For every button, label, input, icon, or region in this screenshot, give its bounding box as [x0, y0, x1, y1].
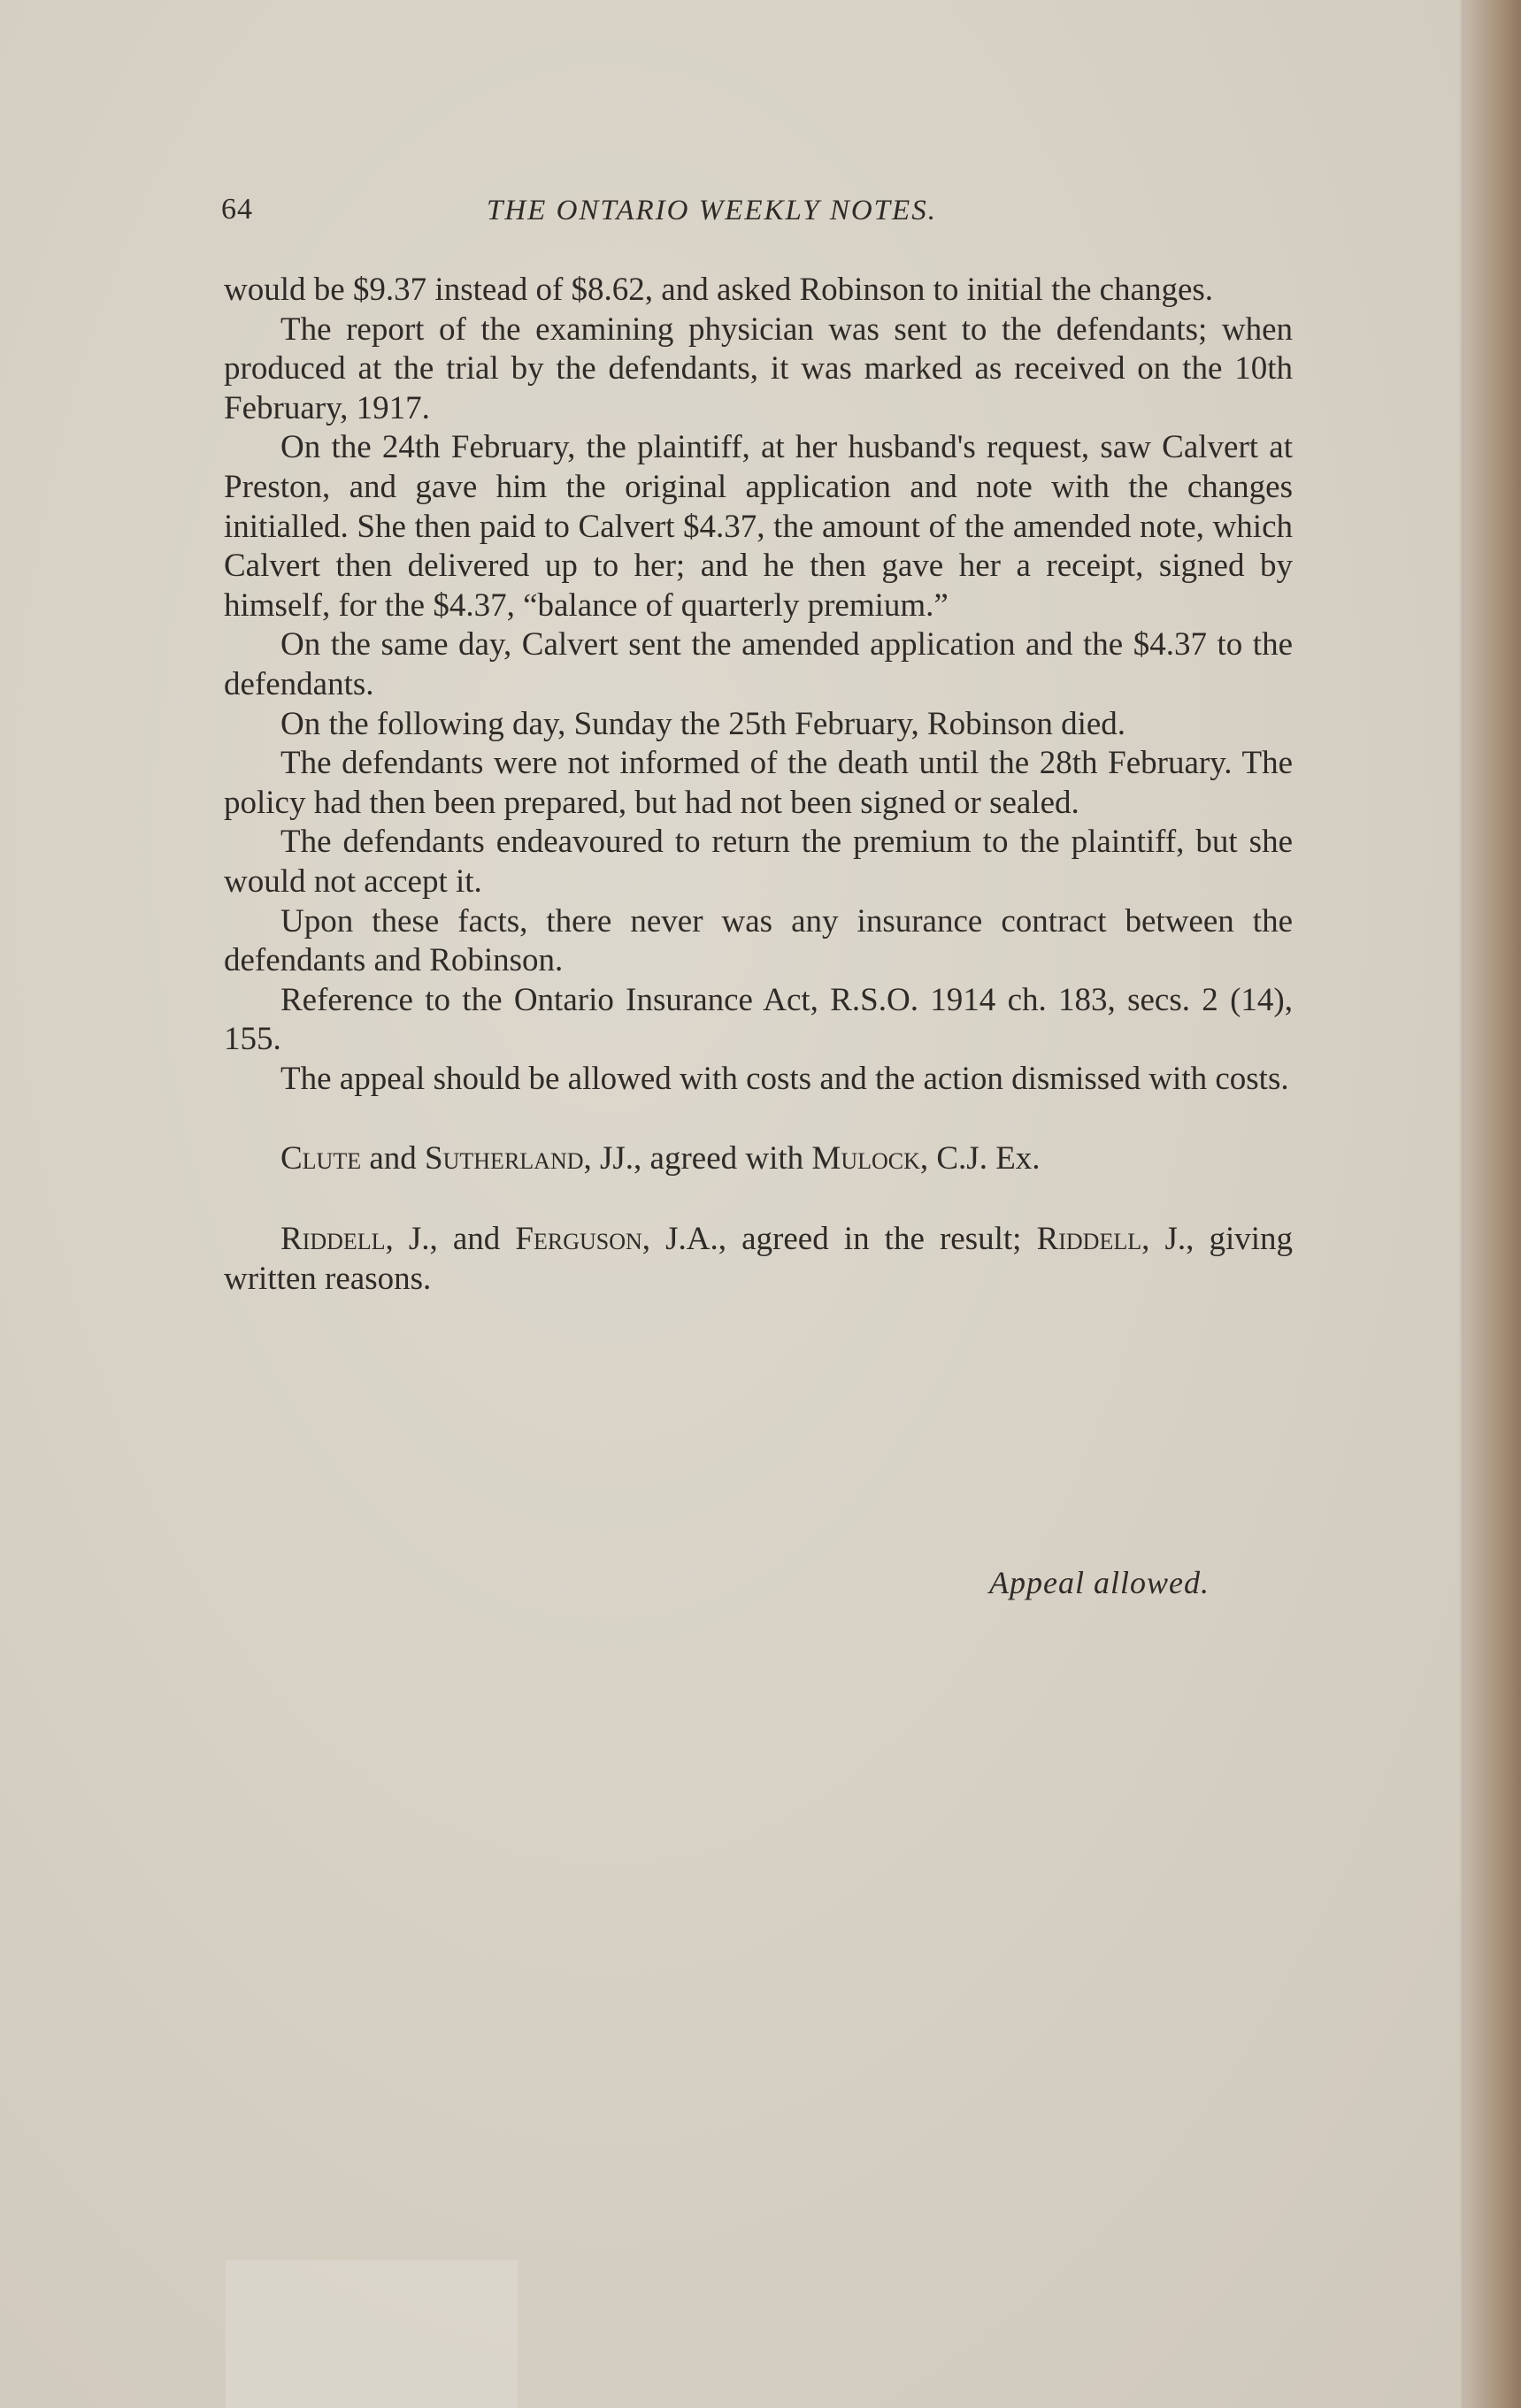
- paragraph-return-premium: The defendants endeavoured to return the premium to the plaintiff, but she would not accept it.: [224, 824, 1293, 900]
- judge-name-riddell: Riddell: [1036, 1221, 1142, 1258]
- page-edge-line: [1459, 0, 1464, 2408]
- paper-smudge: [226, 2260, 518, 2408]
- page-number: 64: [221, 193, 253, 226]
- paragraph-no-contract: Upon these facts, there never was any insurance contract between the defendants and Robinson.: [224, 902, 1293, 979]
- judge-name-riddell: Riddell: [280, 1221, 386, 1258]
- judge-name-mulock: Mulock: [811, 1140, 920, 1177]
- concurrence-text: , J., and: [385, 1221, 516, 1258]
- paragraph-continuation: would be $9.37 instead of $8.62, and asked Robinson to initial the changes.: [224, 272, 1214, 308]
- concurrence-text: , J., giving written reasons.: [224, 1221, 1294, 1297]
- judge-name-clute: Clute: [280, 1140, 362, 1177]
- paragraph-appeal: The appeal should be allowed with costs and the action dismissed with costs.: [280, 1060, 1289, 1097]
- paragraph-reference: Reference to the Ontario Insurance Act, R.S.O. 1914 ch. 183, secs. 2 (14), 155.: [224, 981, 1293, 1058]
- concurrence-text: , J.A., agreed in the result;: [641, 1221, 1037, 1258]
- judge-name-ferguson: Ferguson: [515, 1221, 642, 1258]
- concurrence-text: , JJ., agreed with: [583, 1140, 812, 1177]
- concurrence-text: and: [361, 1140, 426, 1177]
- judge-name-sutherland: Sutherland: [425, 1140, 584, 1177]
- paragraph-report: The report of the examining physician was sent to the defendants; when produced at the trial by the defendants, it was marked as received on the 10th February, 1917.: [224, 311, 1293, 426]
- paragraph-24th-february: On the 24th February, the plaintiff, at her husband's request, saw Calvert at Preston, and gave him the original application and note with the changes initialled. She then paid to Calvert $4.37, the amount of the amended note, which Calvert then delivered up to her; and he then gave her a receipt, signed by himself, for the $4.37, “balance of quarterly premium.”: [224, 429, 1293, 624]
- concurrence-text: , C.J. Ex.: [919, 1140, 1041, 1177]
- body-text: [224, 271, 1293, 1299]
- concurrence-clute-sutherland: [224, 1139, 1293, 1179]
- concurrence-riddell-ferguson: [224, 1220, 1293, 1299]
- page-header: [221, 193, 1310, 237]
- running-title: THE ONTARIO WEEKLY NOTES.: [487, 195, 937, 226]
- paragraph-following-day: On the following day, Sunday the 25th February, Robinson died.: [280, 705, 1126, 742]
- disposition: Appeal allowed.: [989, 1565, 1210, 1600]
- paragraph-not-informed: The defendants were not informed of the death until the 28th February. The policy had then been prepared, but had not been signed or sealed.: [224, 745, 1293, 821]
- paragraph-same-day: On the same day, Calvert sent the amended application and the $4.37 to the defendants.: [224, 626, 1293, 702]
- page-edge-shadow: [1459, 0, 1521, 2408]
